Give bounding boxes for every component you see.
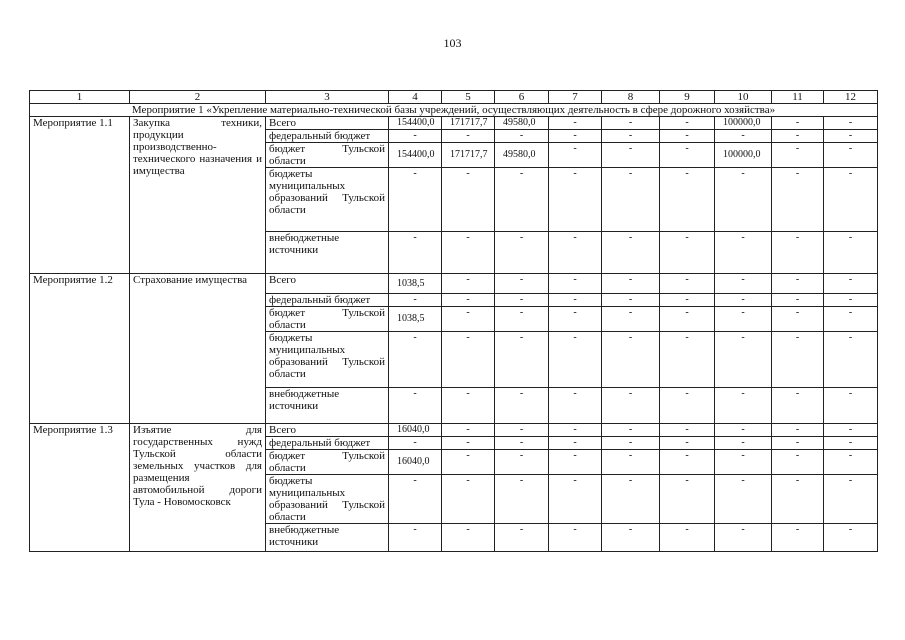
- value-cell: -: [660, 332, 715, 388]
- value-cell: -: [549, 307, 602, 332]
- value-cell: -: [549, 294, 602, 307]
- value-cell: -: [715, 424, 772, 437]
- value-cell: -: [824, 437, 878, 450]
- value-cell: -: [389, 232, 442, 274]
- funding-source: Всего: [266, 274, 389, 294]
- value-cell: 171717,7: [442, 143, 495, 168]
- value-cell: -: [715, 232, 772, 274]
- value-cell: -: [660, 117, 715, 130]
- value-cell: -: [660, 424, 715, 437]
- value-cell: -: [715, 168, 772, 232]
- section-title: Мероприятие 1 «Укрепление материально-технической базы учреждений, осуществляющих деятельность в сфере дорожного хозяйства»: [30, 104, 878, 117]
- funding-source: бюджет Тульской области: [266, 307, 389, 332]
- value-cell: -: [715, 524, 772, 552]
- funding-source: внебюджетные источники: [266, 232, 389, 274]
- value-cell: -: [549, 424, 602, 437]
- header-row: [30, 91, 878, 104]
- value-cell: -: [495, 424, 549, 437]
- col-header: 11: [772, 91, 824, 104]
- value-cell: -: [660, 307, 715, 332]
- value-cell: -: [715, 388, 772, 424]
- value-cell: -: [824, 450, 878, 475]
- measure-name: Мероприятие 1.2: [30, 274, 130, 424]
- col-header: 1: [30, 91, 130, 104]
- value-cell: -: [389, 294, 442, 307]
- value-cell: -: [772, 307, 824, 332]
- col-header: 5: [442, 91, 495, 104]
- value-cell: -: [772, 143, 824, 168]
- value-cell: 171717,7: [442, 117, 495, 130]
- value-cell: -: [549, 388, 602, 424]
- value-cell: -: [442, 232, 495, 274]
- col-header: 7: [549, 91, 602, 104]
- value-cell: -: [715, 475, 772, 524]
- value-cell: -: [602, 130, 660, 143]
- value-cell: -: [715, 294, 772, 307]
- value-cell: 16040,0: [389, 450, 442, 475]
- value-cell: -: [660, 524, 715, 552]
- value-cell: -: [495, 437, 549, 450]
- funding-source: федеральный бюджет: [266, 294, 389, 307]
- measure-name: Мероприятие 1.3: [30, 424, 130, 552]
- value-cell: -: [442, 332, 495, 388]
- value-cell: -: [549, 475, 602, 524]
- value-cell: 154400,0: [389, 117, 442, 130]
- value-cell: 1038,5: [389, 307, 442, 332]
- value-cell: -: [715, 437, 772, 450]
- value-cell: -: [495, 232, 549, 274]
- value-cell: -: [602, 143, 660, 168]
- col-header: 8: [602, 91, 660, 104]
- measure-description: Страхование имущества: [130, 274, 266, 424]
- value-cell: -: [389, 168, 442, 232]
- page-number: 103: [443, 36, 462, 50]
- value-cell: -: [824, 117, 878, 130]
- value-cell: -: [660, 294, 715, 307]
- value-cell: -: [442, 424, 495, 437]
- value-cell: -: [442, 294, 495, 307]
- value-cell: -: [495, 274, 549, 294]
- value-cell: -: [389, 524, 442, 552]
- value-cell: -: [602, 475, 660, 524]
- value-cell: -: [442, 307, 495, 332]
- value-cell: -: [660, 475, 715, 524]
- value-cell: -: [549, 274, 602, 294]
- value-cell: -: [660, 143, 715, 168]
- col-header: 6: [495, 91, 549, 104]
- funding-source: бюджеты муниципальных образований Тульской области: [266, 332, 389, 388]
- table-row: [30, 424, 878, 437]
- value-cell: -: [772, 294, 824, 307]
- funding-source: бюджет Тульской области: [266, 143, 389, 168]
- value-cell: -: [824, 388, 878, 424]
- table-row: [30, 274, 878, 294]
- value-cell: -: [824, 130, 878, 143]
- value-cell: -: [495, 332, 549, 388]
- value-cell: 100000,0: [715, 117, 772, 130]
- value-cell: -: [442, 450, 495, 475]
- funding-table: [29, 90, 878, 552]
- col-header: 2: [130, 91, 266, 104]
- value-cell: -: [442, 274, 495, 294]
- value-cell: -: [549, 168, 602, 232]
- value-cell: -: [824, 274, 878, 294]
- value-cell: -: [495, 388, 549, 424]
- value-cell: -: [602, 332, 660, 388]
- value-cell: -: [495, 168, 549, 232]
- value-cell: -: [602, 424, 660, 437]
- value-cell: -: [824, 524, 878, 552]
- value-cell: -: [660, 274, 715, 294]
- value-cell: -: [772, 117, 824, 130]
- value-cell: -: [772, 437, 824, 450]
- col-header: 10: [715, 91, 772, 104]
- value-cell: -: [660, 168, 715, 232]
- funding-source: бюджет Тульской области: [266, 450, 389, 475]
- value-cell: -: [549, 143, 602, 168]
- value-cell: -: [495, 524, 549, 552]
- measure-description: Закупка техники, продукции производственно-технического назначения и имущества: [130, 117, 266, 274]
- value-cell: -: [602, 274, 660, 294]
- value-cell: -: [495, 130, 549, 143]
- col-header: 4: [389, 91, 442, 104]
- value-cell: -: [824, 332, 878, 388]
- funding-source: федеральный бюджет: [266, 130, 389, 143]
- value-cell: -: [660, 232, 715, 274]
- value-cell: -: [549, 437, 602, 450]
- value-cell: -: [602, 232, 660, 274]
- value-cell: 100000,0: [715, 143, 772, 168]
- value-cell: -: [824, 143, 878, 168]
- value-cell: -: [389, 475, 442, 524]
- value-cell: -: [495, 450, 549, 475]
- value-cell: 154400,0: [389, 143, 442, 168]
- value-cell: -: [772, 130, 824, 143]
- value-cell: -: [549, 450, 602, 475]
- value-cell: -: [389, 388, 442, 424]
- col-header: 9: [660, 91, 715, 104]
- funding-source: бюджеты муниципальных образований Тульской области: [266, 168, 389, 232]
- value-cell: -: [772, 274, 824, 294]
- funding-source: внебюджетные источники: [266, 388, 389, 424]
- value-cell: -: [824, 475, 878, 524]
- value-cell: -: [824, 168, 878, 232]
- value-cell: -: [772, 168, 824, 232]
- value-cell: -: [715, 130, 772, 143]
- funding-source: Всего: [266, 117, 389, 130]
- funding-source: Всего: [266, 424, 389, 437]
- value-cell: -: [495, 294, 549, 307]
- value-cell: -: [442, 475, 495, 524]
- value-cell: -: [389, 130, 442, 143]
- value-cell: -: [495, 307, 549, 332]
- value-cell: -: [549, 332, 602, 388]
- value-cell: -: [715, 450, 772, 475]
- value-cell: -: [602, 307, 660, 332]
- value-cell: -: [660, 130, 715, 143]
- value-cell: -: [715, 332, 772, 388]
- table-row: [30, 117, 878, 130]
- measure-description: Изъятие для государственных нужд Тульской области земельных участков для размещения автомобильной дороги Тула - Новомосковск: [130, 424, 266, 552]
- value-cell: -: [824, 307, 878, 332]
- value-cell: -: [549, 117, 602, 130]
- value-cell: 49580,0: [495, 143, 549, 168]
- col-header: 3: [266, 91, 389, 104]
- value-cell: -: [389, 332, 442, 388]
- value-cell: -: [442, 130, 495, 143]
- value-cell: -: [772, 450, 824, 475]
- value-cell: -: [442, 524, 495, 552]
- section-row: [30, 104, 878, 117]
- col-header: 12: [824, 91, 878, 104]
- funding-source: внебюджетные источники: [266, 524, 389, 552]
- value-cell: -: [602, 168, 660, 232]
- value-cell: -: [602, 117, 660, 130]
- value-cell: -: [389, 437, 442, 450]
- value-cell: -: [772, 232, 824, 274]
- value-cell: -: [495, 475, 549, 524]
- value-cell: -: [602, 524, 660, 552]
- value-cell: -: [442, 168, 495, 232]
- funding-source: федеральный бюджет: [266, 437, 389, 450]
- value-cell: -: [660, 388, 715, 424]
- value-cell: -: [824, 294, 878, 307]
- funding-source: бюджеты муниципальных образований Тульской области: [266, 475, 389, 524]
- value-cell: -: [772, 388, 824, 424]
- value-cell: -: [442, 437, 495, 450]
- value-cell: -: [442, 388, 495, 424]
- value-cell: -: [549, 232, 602, 274]
- value-cell: -: [824, 424, 878, 437]
- value-cell: -: [715, 307, 772, 332]
- value-cell: -: [660, 450, 715, 475]
- value-cell: -: [549, 524, 602, 552]
- value-cell: -: [549, 130, 602, 143]
- value-cell: -: [602, 450, 660, 475]
- value-cell: -: [772, 424, 824, 437]
- value-cell: 16040,0: [389, 424, 442, 437]
- value-cell: -: [715, 274, 772, 294]
- value-cell: -: [824, 232, 878, 274]
- value-cell: -: [602, 437, 660, 450]
- value-cell: 1038,5: [389, 274, 442, 294]
- value-cell: -: [660, 437, 715, 450]
- value-cell: -: [772, 332, 824, 388]
- value-cell: -: [602, 388, 660, 424]
- value-cell: 49580,0: [495, 117, 549, 130]
- value-cell: -: [602, 294, 660, 307]
- value-cell: -: [772, 475, 824, 524]
- measure-name: Мероприятие 1.1: [30, 117, 130, 274]
- value-cell: -: [772, 524, 824, 552]
